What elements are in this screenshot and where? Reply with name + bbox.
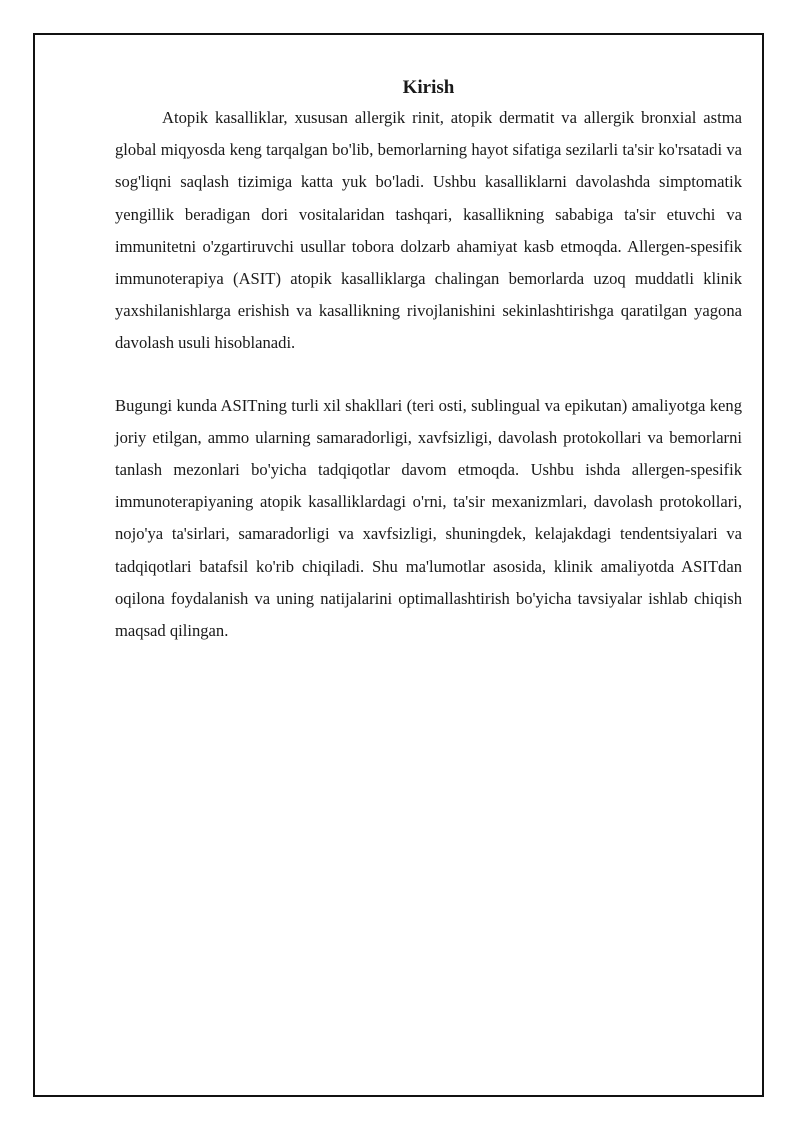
paragraph-intro: Atopik kasalliklar, xususan allergik rinit, atopik dermatit va allergik bronxial astma global miqyosda keng tarqalgan bo'lib, bemorlarning hayot sifatiga sezilarli ta'sir ko'rsatadi va sog'liqni saqlash tizimiga katta yuk bo'ladi. Ushbu kasalliklarni davolashda simptomatik yengillik beradigan dori vositalaridan tashqari, kasallikning sababiga ta'sir etuvchi va immunitetni o'zgartiruvchi usullar tobora dolzarb ahamiyat kasb etmoqda. Allergen-spesifik immunoterapiya (ASIT) atopik kasalliklarga chalingan bemorlarda uzoq muddatli klinik yaxshilanishlarga erishish va kasallikning rivojlanishini sekinlashtirishga qaratilgan yagona davolash usuli hisoblanadi. [115, 108, 742, 353]
document-body [115, 74, 742, 647]
paragraph-body: Bugungi kunda ASITning turli xil shakllari (teri osti, sublingual va epikutan) amaliyotga keng joriy etilgan, ammo ularning samaradorligi, xavfsizligi, davolash protokollari va bemorlarni tanlash mezonlari bo'yicha tadqiqotlar davom etmoqda. Ushbu ishda allergen-spesifik immunoterapiyaning atopik kasalliklardagi o'rni, ta'sir mexanizmlari, davolash protokollari, nojo'ya ta'sirlari, samaradorligi va xavfsizligi, shuningdek, kelajakdagi tendentsiyalari va tadqiqotlari batafsil ko'rib chiqiladi. Shu ma'lumotlar asosida, klinik amaliyotda ASITdan oqilona foydalanish va uning natijalarini optimallashtirish bo'yicha tavsiyalar ishlab chiqish maqsad qilingan. [115, 395, 742, 641]
document-title: Kirish [402, 77, 455, 98]
paragraph-spacer [115, 360, 742, 390]
